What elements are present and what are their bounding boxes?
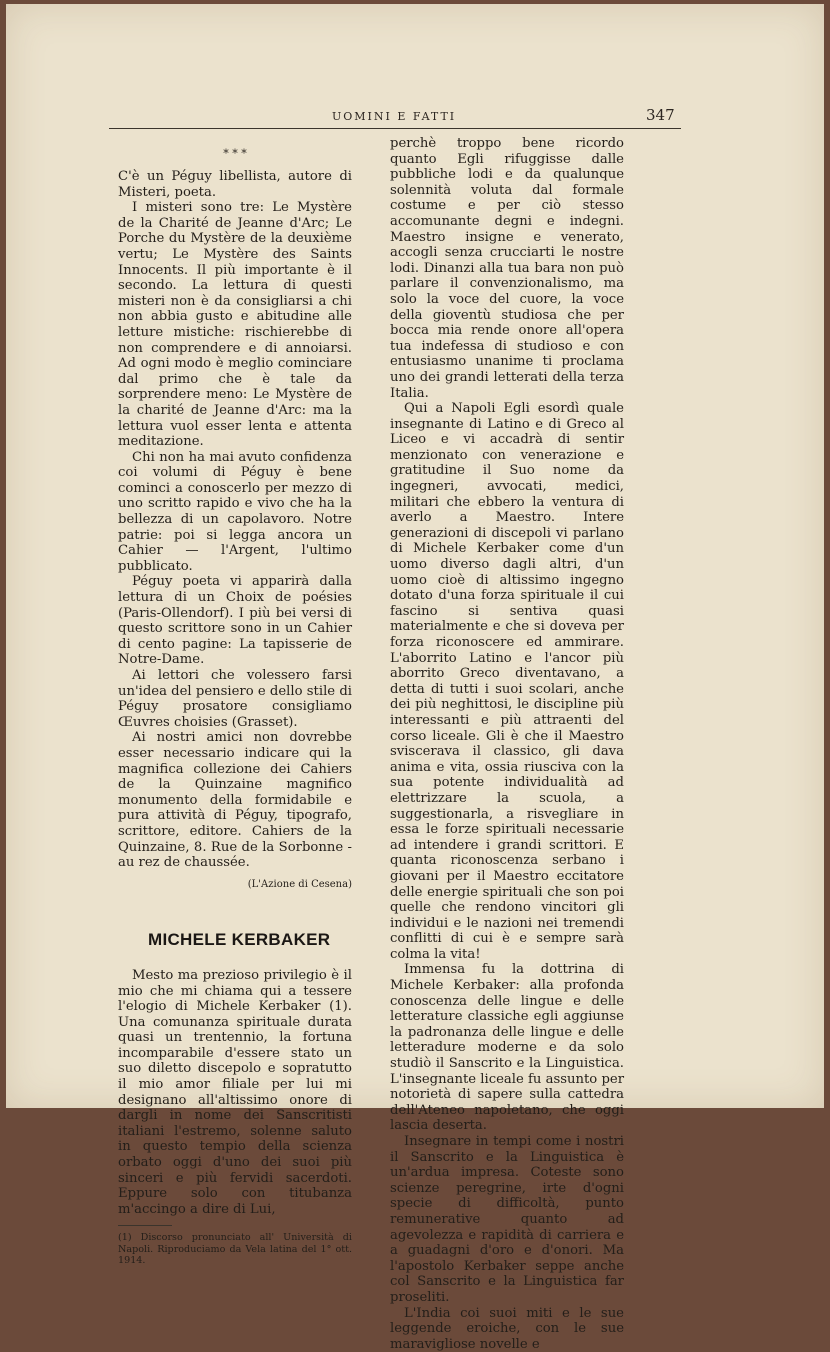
header-rule [109,128,681,129]
source-citation: (L'Azione di Cesena) [247,878,352,890]
section-separator: * * * [223,147,247,160]
book-page [6,4,824,1352]
paragraph: perchè troppo bene ricordo quanto Egli rifuggisse dalle pubbliche lodi e da qualunque solennità voluta dal formale costume e per ciò stesso accomunante degni e indegni. Maestro insigne e venerato, accogli senza crucciarti le nostre lodi. Dinanzi alla tua bara non può parlare il convenzionalismo, ma solo la voce del cuore, la voce della gioventù studiosa che per bocca mia rende onore all'opera tua indefessa di studioso e con entusiasmo unanime ti proclama uno dei grandi letterati della terza Italia. [390,136,624,401]
paragraph: L'India coi suoi miti e le sue leggende eroiche, con le sue maravigliose novelle e [390,1305,624,1352]
paragraph: Immensa fu la dottrina di Michele Kerbaker: alla profonda conoscenza delle lingue e delle letterature classiche egli aggiunse la padronanza delle lingue e delle letteradure moderne e da solo studiò il Sanscrito e la Linguistica. L'insegnante liceale fu assunto per notorietà di sapere sulla cattedra dell'Ateneo napoletano, che oggi lascia deserta. [390,962,624,1134]
right-column [390,136,624,1352]
paragraph: I misteri sono tre: Le Mystère de la Charité de Jeanne d'Arc; Le Porche du Mystère de la deuxième vertu; Le Mystère des Saints Innocents. Il più importante è il secondo. La lettura di questi misteri non è da consigliarsi a chi non abbia gusto e abitudine alle letture mistiche: rischierebbe di non comprendere e di annoiarsi. Ad ogni modo è meglio cominciare dal primo che è tale da sorprendere meno: Le Mystère de la charité de Jeanne d'Arc: ma la lettura vuol esser lenta e attenta meditazione. [118,200,352,450]
paragraph: Chi non ha mai avuto confidenza coi volumi di Péguy è bene cominci a conoscerlo per mezzo di uno scritto rapido e vivo che ha la bellezza di un capolavoro. Notre patrie: poi si legga ancora un Cahier — l'Argent, l'ultimo pubblicato. [118,449,352,574]
footnote: (1) Discorso pronunciato all' Università di Napoli. Riproduciamo da Vela latina del 1° ott. 1914. [118,1232,352,1267]
paragraph: Ai lettori che volessero farsi un'idea del pensiero e dello stile di Péguy prosatore consigliamo Œuvres choisies (Grasset). [118,668,352,730]
running-head: UOMINI E FATTI [332,110,457,123]
paragraph: Insegnare in tempi come i nostri il Sanscrito e la Linguistica è un'ardua impresa. Coteste sono scienze peregrine, irte d'ogni specie di difficoltà, punto remunerative quanto ad agevolezza e rapidità di carriera e a guadagni d'oro e d'onori. Ma l'apostolo Kerbaker seppe anche col Sanscrito e la Linguistica far proseliti. [390,1134,624,1305]
paragraph: Péguy poeta vi apparirà dalla lettura di un Choix de poésies (Paris-Ollendorf). I più bei versi di questo scrittore sono in un Cahier di cento pagine: La tapisserie de Notre-Dame. [118,574,352,668]
left-column [118,136,352,1267]
page-header [6,104,824,126]
article-title: MICHELE KERBAKER [148,930,331,950]
paragraph: Ai nostri amici non dovrebbe esser necessario indicare qui la magnifica collezione dei Cahiers de la Quinzaine magnifico monumento della formidabile e pura attività di Péguy, tipografo, scrittore, editore. Cahiers de la Quinzaine, 8. Rue de la Sorbonne - au rez de chaussée. [118,730,352,871]
footnote-rule [118,1225,172,1226]
paragraph: Qui a Napoli Egli esordì quale insegnante di Latino e di Greco al Liceo e vi accadrà di sentir menzionato con venerazione e gratitudine il Suo nome da ingegneri, avvocati, medici, militari che ebbero la ventura di averlo a Maestro. Intere generazioni di discepoli vi parlano di Michele Kerbaker come d'un uomo diverso dagli altri, d'un uomo cioè di altissimo ingegno dotato d'una forza spirituale il cui fascino si sentiva quasi materialmente e che si doveva per forza riconoscere ed ammirare. L'aborrito Latino e l'ancor più aborrito Greco diventavano, a detta di tutti i suoi scolari, anche dei più neghittosi, le discipline più interessanti e più attraenti del corso liceale. Gli è che il Maestro sviscerava il classico, gli dava anima e vita, ossia riusciva con la sua potente individualità ad elettrizzare la scuola, a suggestionarla, a risvegliare in essa le forze spirituali necessarie ad intendere i grandi scrittori. E quanta riconoscenza serbano i giovani per il Maestro eccitatore delle energie spirituali che son poi quelle che rendono vincitori gli individui e le nazioni nei tremendi conflitti di cui è e sempre sarà colma la vita! [390,401,624,962]
paragraph: C'è un Péguy libellista, autore di Misteri, poeta. [118,169,352,200]
page-number: 347 [646,106,675,124]
paragraph: Mesto ma prezioso privilegio è il mio che mi chiama qui a tessere l'elogio di Michele Kerbaker (1). Una comunanza spirituale durata quasi un trentennio, la fortuna incomparabile d'essere stato un suo diletto discepolo e sopratutto il mio amor filiale per lui mi designano all'altissimo onore di dargli in nome dei Sanscritisti italiani l'estremo, solenne saluto in questo tempio della scienza orbato oggi d'uno dei suoi più sinceri e più fervidi sacerdoti. Eppure solo con titubanza m'accingo a dire di Lui, [118,967,352,1217]
